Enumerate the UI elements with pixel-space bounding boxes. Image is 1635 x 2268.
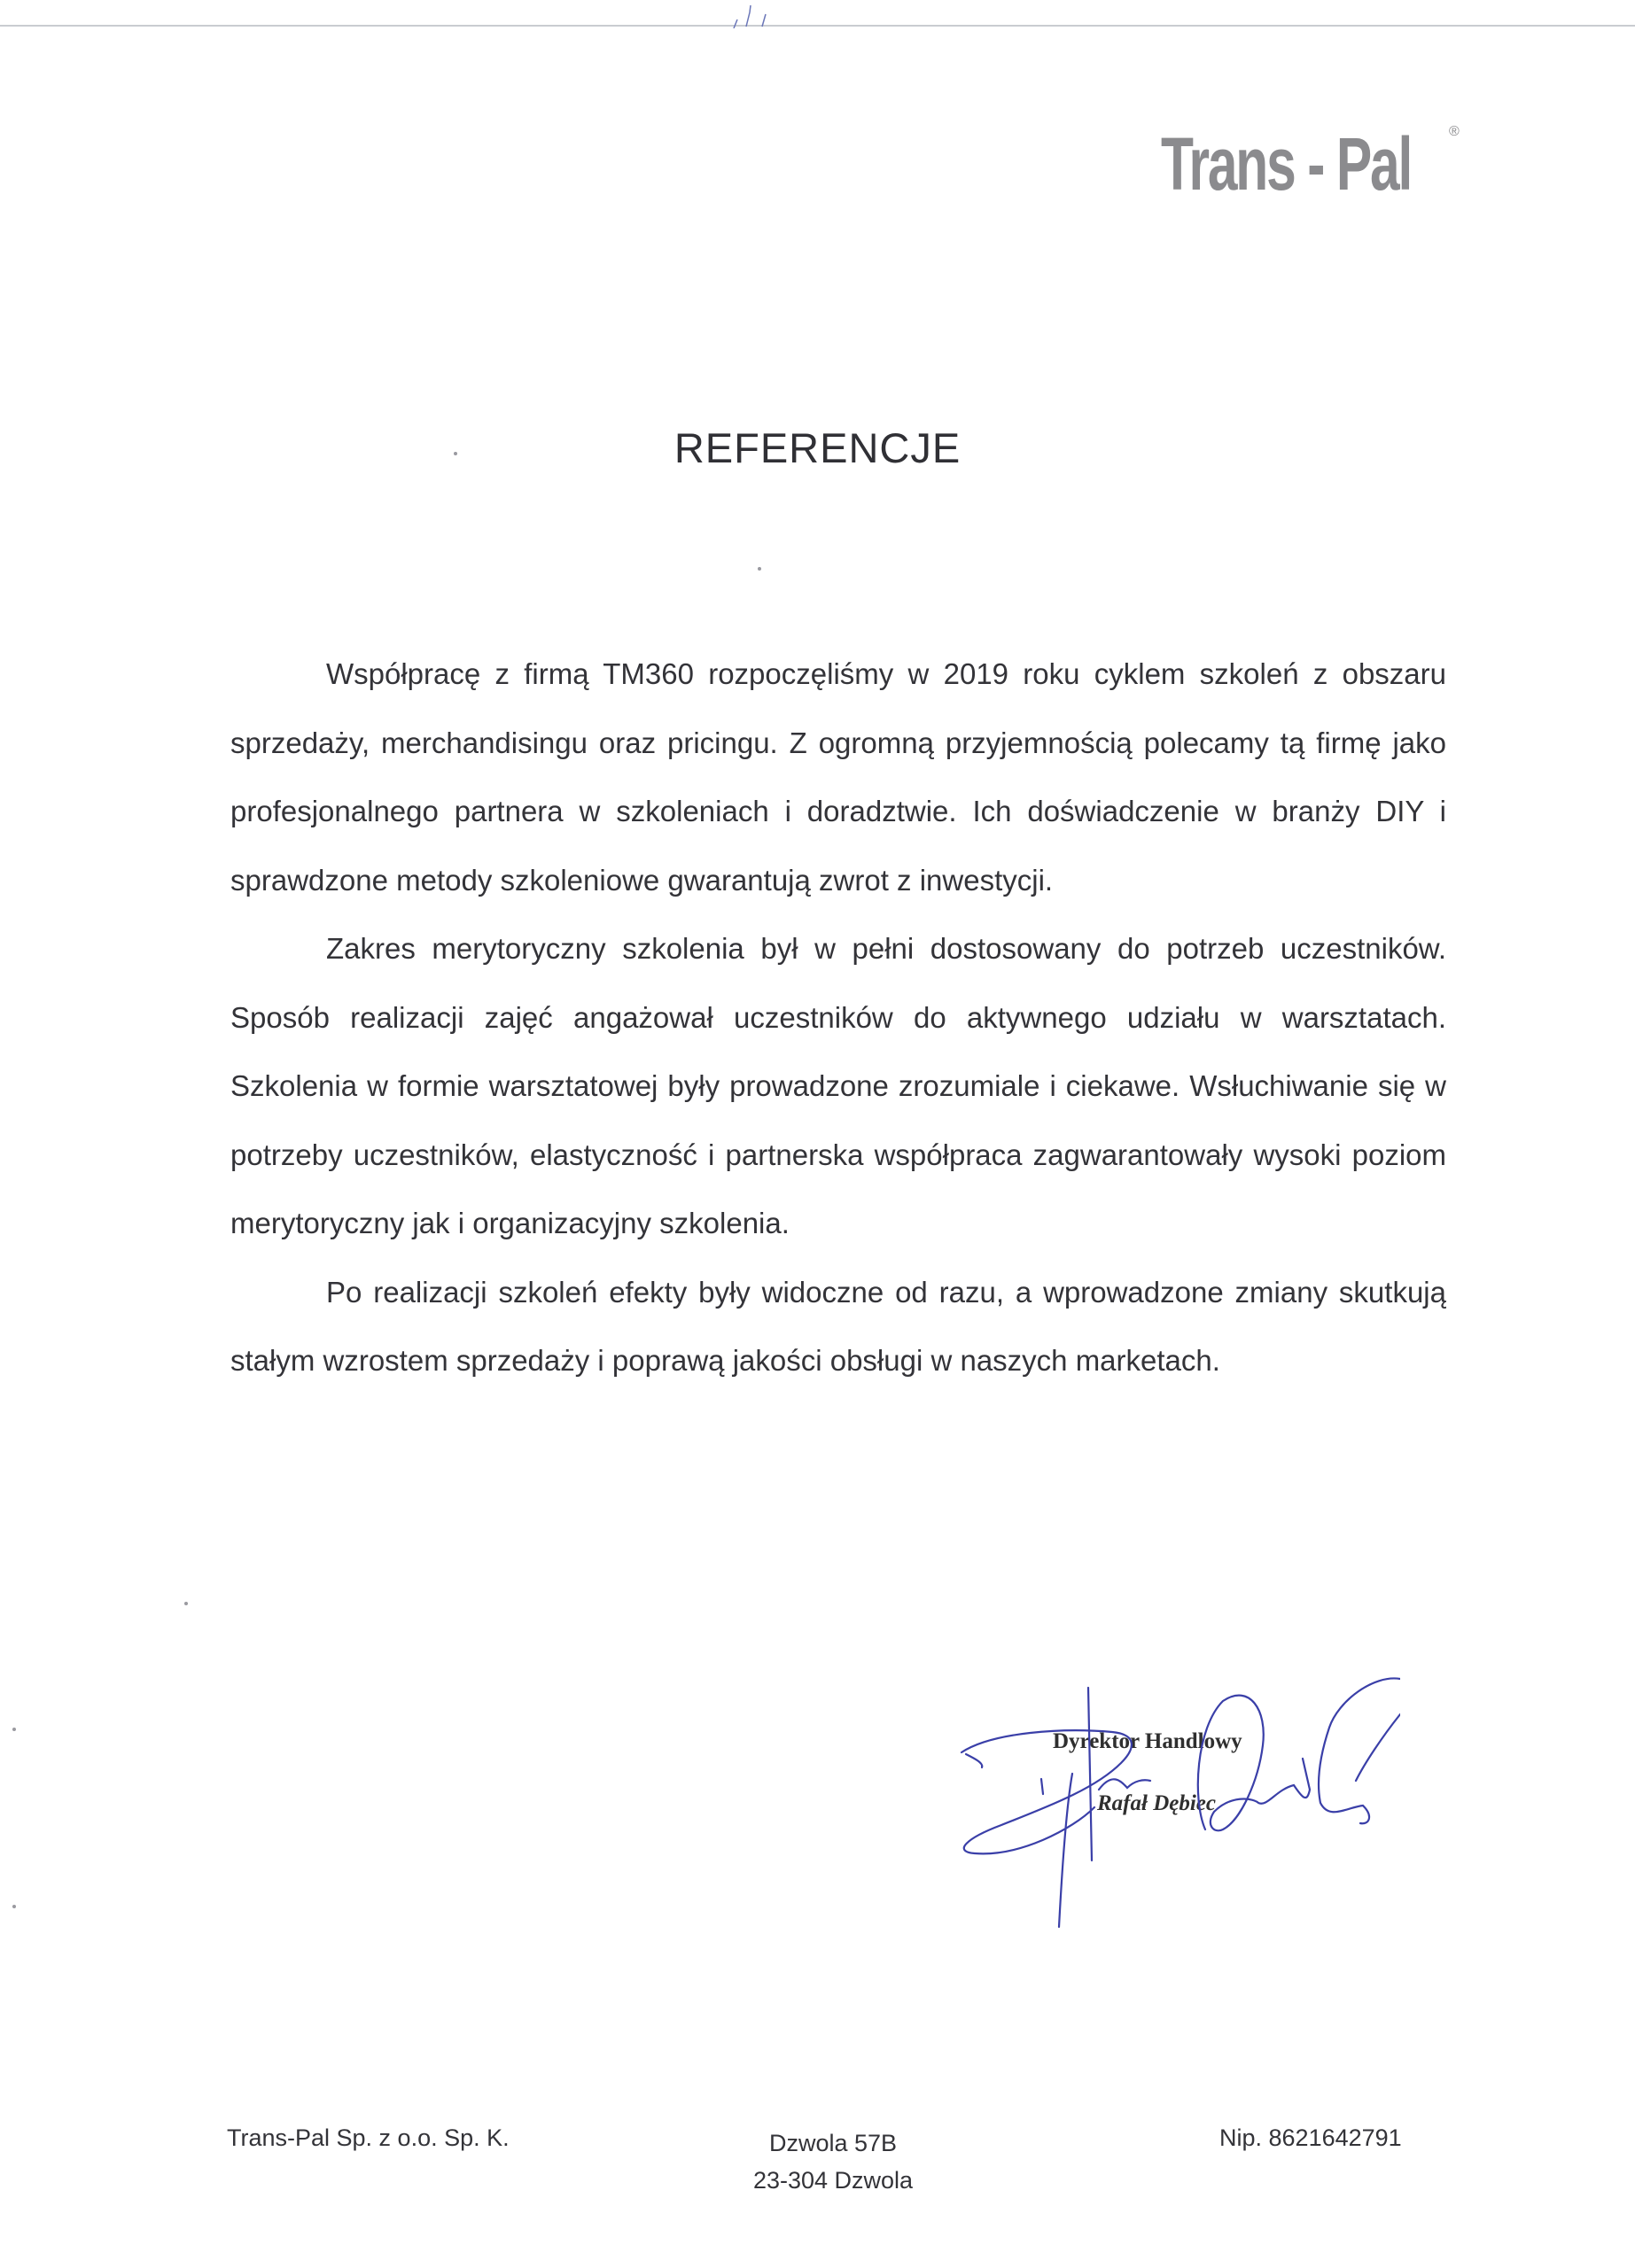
letter-body: [230, 640, 1446, 1395]
pen-tick-mark-icon: [727, 4, 780, 28]
handwritten-signature-icon: [939, 1648, 1400, 1931]
paragraph: Współpracę z firmą TM360 rozpoczęliśmy w 2019 roku cyklem szkoleń z obszaru sprzedaży, merchandisingu oraz pricingu. Z ogromną przyjemnością polecamy tą firmę jako profesjonalnego partnera w szkoleniach i doradztwie. Ich doświadczenie w branży DIY i sprawdzone metody szkoleniowe gwarantują zwrot z inwestycji.: [230, 657, 1446, 897]
scan-speck: [454, 452, 457, 455]
scan-speck: [184, 1602, 188, 1605]
signature-block: [939, 1648, 1400, 1931]
signatory-name: Rafał Dębiec: [1097, 1791, 1216, 1815]
scan-speck: [12, 1905, 16, 1908]
footer-tax-id: Nip. 8621642791: [1219, 2124, 1402, 2151]
document-title: REFERENCJE: [673, 424, 962, 471]
footer-company-name: Trans-Pal Sp. z o.o. Sp. K.: [227, 2124, 510, 2151]
paragraph: Zakres merytoryczny szkolenia był w pełni dostosowany do potrzeb uczestników. Sposób realizacji zajęć angażował uczestników do aktywnego udziału w warsztatach. Szkolenia w formie warsztatowej były prowadzone zrozumiale i ciekawe. Wsłuchiwanie się w potrzeby uczestników, elastyczność i partnerska współpraca zagwarantowały wysoki poziom merytoryczny jak i organizacyjny szkolenia.: [230, 932, 1446, 1239]
scan-speck: [12, 1728, 16, 1731]
registered-mark: ®: [1449, 124, 1460, 139]
logo-text: Trans - Pal: [1161, 122, 1412, 206]
scan-edge-line: [0, 25, 1635, 27]
company-logo: [1161, 124, 1462, 204]
scan-speck: [758, 567, 761, 571]
footer-address-line-2: 23-304 Dzwola: [752, 2167, 914, 2194]
footer-address: [691, 2124, 975, 2199]
paragraph: Po realizacji szkoleń efekty były widoczne od razu, a wprowadzone zmiany skutkują stałym wzrostem sprzedaży i poprawą jakości obsługi w naszych marketach.: [230, 1275, 1446, 1377]
footer-address-line-1: Dzwola 57B: [768, 2130, 898, 2156]
signatory-role: Dyrektor Handlowy: [1053, 1729, 1242, 1753]
